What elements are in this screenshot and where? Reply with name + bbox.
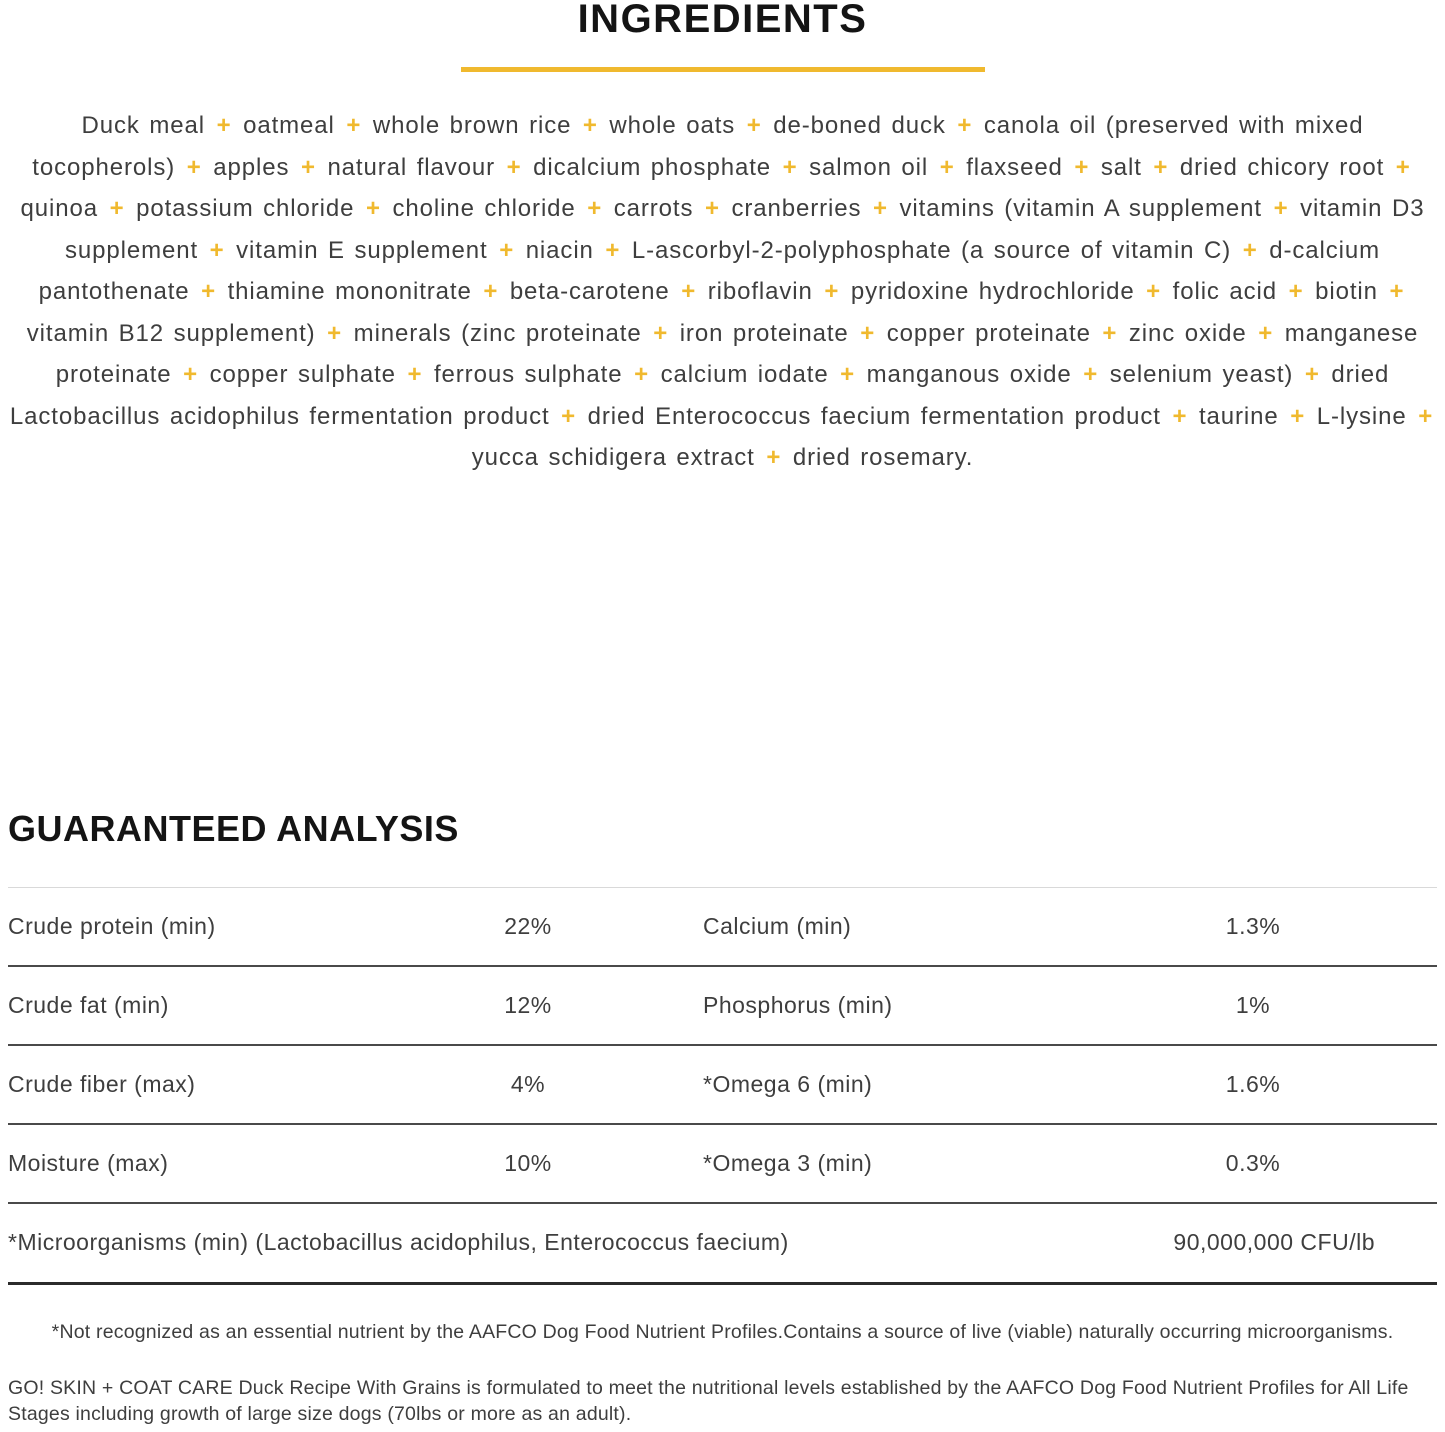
plus-icon: + [186, 153, 202, 181]
plus-icon: + [506, 153, 522, 181]
ingredient-item: iron proteinate [679, 319, 849, 347]
ingredient-item: dried chicory root [1179, 153, 1385, 181]
nutrient-value: 4% [510, 1070, 546, 1097]
plus-icon: + [860, 319, 876, 347]
formulation-statement: GO! SKIN + COAT CARE Duck Recipe With Grains is formulated to meet the nutritional levels established by the AAFCO Dog Food Nutrient Profiles for All Life Stages including growth of large size dogs (70lbs or more as an adult). [8, 1376, 1409, 1425]
plus-icon: + [1172, 402, 1188, 430]
plus-icon: + [653, 319, 669, 347]
plus-icon: + [957, 112, 973, 139]
nutrient-label: *Omega 6 (min) [703, 1070, 873, 1097]
plus-icon: + [1146, 278, 1162, 305]
ingredient-item: niacin [525, 236, 594, 264]
plus-icon: + [1258, 319, 1274, 347]
plus-icon: + [216, 112, 232, 139]
ingredient-item: calcium iodate [660, 361, 829, 388]
ingredient-item: choline chloride [392, 195, 576, 222]
plus-icon: + [1273, 195, 1289, 222]
ingredients-title: INGREDIENTS [577, 0, 868, 41]
plus-icon: + [407, 361, 423, 388]
ingredient-item: dried Enterococcus faecium fermentation product [587, 402, 1161, 430]
table-row [8, 1046, 1437, 1125]
nutrient-label: Crude fat (min) [8, 991, 169, 1018]
plus-icon: + [1290, 402, 1306, 430]
plus-icon: + [1242, 236, 1258, 264]
plus-icon: + [366, 195, 381, 222]
ingredient-item: potassium chloride [136, 195, 355, 222]
gold-divider-rule [461, 67, 985, 72]
plus-icon: + [1389, 278, 1405, 305]
plus-icon: + [209, 236, 225, 264]
ingredient-item: flaxseed [966, 153, 1063, 181]
ingredient-item: L-lysine [1316, 402, 1407, 430]
ingredient-item: thiamine mononitrate [227, 278, 472, 305]
ingredient-item: copper sulphate [209, 361, 396, 388]
ingredient-item: vitamin D3 supplement [65, 195, 1425, 264]
plus-icon: + [1074, 153, 1090, 181]
ingredient-item: canola oil (preserved with mixed tocopherols) [32, 112, 1364, 181]
guaranteed-analysis-rows [8, 888, 1437, 1204]
ingredient-item: zinc oxide [1128, 319, 1247, 347]
nutrient-label: Phosphorus (min) [703, 991, 893, 1018]
ingredient-item: apples [213, 153, 290, 181]
plus-icon: + [1153, 153, 1169, 181]
plus-icon: + [327, 319, 343, 347]
ingredient-item: biotin [1315, 278, 1378, 305]
microorganisms-value: 90,000,000 CFU/lb [1173, 1229, 1375, 1255]
ingredient-item: pyridoxine hydrochloride [850, 278, 1135, 305]
ingredient-item: manganous oxide [866, 361, 1072, 388]
table-row [8, 1204, 1437, 1285]
ingredients-paragraph [8, 105, 1437, 479]
table-row [8, 888, 1437, 967]
guaranteed-analysis-table [8, 887, 1437, 1285]
plus-icon: + [1304, 361, 1320, 388]
nutrient-value: 12% [504, 991, 552, 1018]
ingredient-item: d-calcium pantothenate [38, 236, 1380, 305]
nutrient-label: Calcium (min) [703, 912, 852, 939]
plus-icon: + [1395, 153, 1411, 181]
plus-icon: + [605, 236, 621, 264]
plus-icon: + [939, 153, 955, 181]
ingredient-item: minerals (zinc proteinate [353, 319, 642, 347]
plus-icon: + [587, 195, 603, 222]
ingredient-item: L-ascorbyl-2-polyphosphate (a source of vitamin C) [631, 236, 1232, 264]
ingredient-item: vitamin B12 supplement) [26, 319, 316, 347]
ingredient-item: copper proteinate [886, 319, 1091, 347]
plus-icon: + [766, 444, 782, 471]
nutrient-value: 10% [504, 1149, 552, 1176]
ingredient-item: selenium yeast) [1109, 361, 1294, 388]
ingredient-item: yucca schidigera extract [471, 444, 755, 471]
plus-icon: + [704, 195, 720, 222]
ingredient-item: riboflavin [707, 278, 813, 305]
plus-icon: + [681, 278, 697, 305]
plus-icon: + [300, 153, 316, 181]
plus-icon: + [782, 153, 798, 181]
nutrient-value: 1.6% [1225, 1070, 1281, 1097]
nutrient-label: Crude protein (min) [8, 912, 216, 939]
plus-icon: + [346, 112, 362, 139]
ingredient-item: dicalcium phosphate [533, 153, 772, 181]
nutrient-value: 1% [1235, 991, 1271, 1018]
ingredient-item: de-boned duck [773, 112, 946, 139]
plus-icon: + [561, 402, 577, 430]
plus-icon: + [582, 112, 598, 139]
ingredient-item: manganese proteinate [55, 319, 1419, 388]
plus-icon: + [1102, 319, 1118, 347]
ingredient-item: salt [1100, 153, 1142, 181]
plus-icon: + [483, 278, 499, 305]
ingredient-item: whole oats [609, 112, 736, 139]
microorganisms-label: *Microorganisms (min) (Lactobacillus acidophilus, Enterococcus faecium) [8, 1229, 789, 1255]
nutrient-value: 0.3% [1225, 1149, 1281, 1176]
plus-icon: + [499, 236, 515, 264]
ingredient-item: vitamins (vitamin A supplement [899, 195, 1262, 222]
nutrient-label: Crude fiber (max) [8, 1070, 196, 1097]
plus-icon: + [1083, 361, 1099, 388]
nutrient-value: 22% [504, 912, 552, 939]
plus-icon: + [201, 278, 217, 305]
ingredient-item: salmon oil [809, 153, 929, 181]
ingredient-item: taurine [1198, 402, 1279, 430]
guaranteed-analysis-title: GUARANTEED ANALYSIS [8, 807, 459, 849]
plus-icon: + [109, 195, 125, 222]
nutrient-label: Moisture (max) [8, 1149, 169, 1176]
aafco-footnote: *Not recognized as an essential nutrient by the AAFCO Dog Food Nutrient Profiles.Contains a source of live (viable) naturally occurring microorganisms. [51, 1320, 1394, 1343]
table-row [8, 967, 1437, 1046]
table-row [8, 1125, 1437, 1204]
plus-icon: + [1418, 402, 1434, 430]
plus-icon: + [840, 361, 856, 388]
ingredient-item: vitamin E supplement [236, 236, 488, 264]
plus-icon: + [746, 112, 762, 139]
nutrient-value: 1.3% [1225, 912, 1281, 939]
ingredient-item: dried rosemary. [792, 444, 974, 471]
ingredient-item: quinoa [20, 195, 99, 222]
plus-icon: + [824, 278, 840, 305]
ingredient-item: cranberries [731, 195, 862, 222]
ingredient-item: beta-carotene [509, 278, 670, 305]
ingredient-item: folic acid [1172, 278, 1278, 305]
ingredient-item: oatmeal [243, 112, 335, 139]
nutrient-label: *Omega 3 (min) [703, 1149, 873, 1176]
ingredient-item: Duck meal [81, 112, 206, 139]
plus-icon: + [1288, 278, 1304, 305]
ingredient-item: whole brown rice [372, 112, 572, 139]
ingredient-item: ferrous sulphate [433, 361, 623, 388]
plus-icon: + [873, 195, 888, 222]
ingredient-item: natural flavour [327, 153, 496, 181]
plus-icon: + [183, 361, 199, 388]
ingredient-item: carrots [613, 195, 694, 222]
ingredient-item: dried Lactobacillus acidophilus fermentation product [9, 361, 1390, 430]
plus-icon: + [634, 361, 649, 388]
